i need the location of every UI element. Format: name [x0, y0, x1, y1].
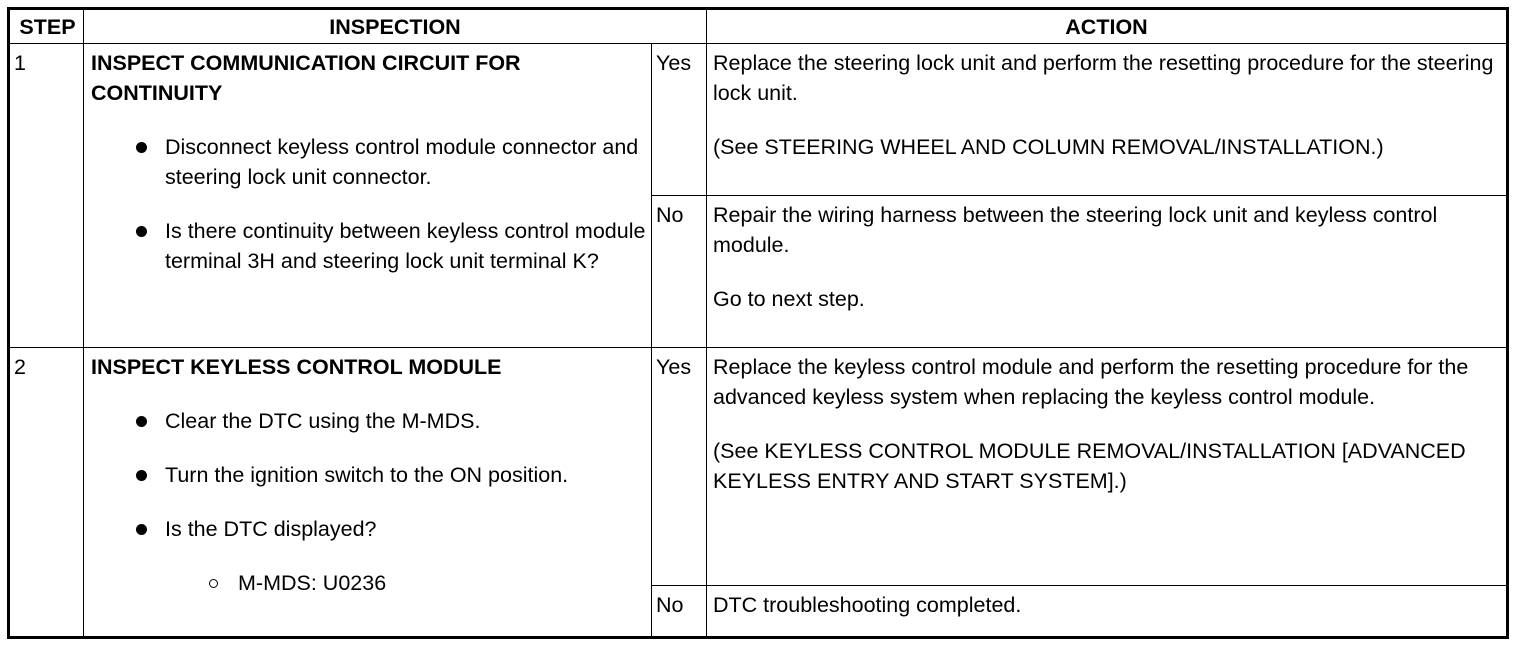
sub-bullet-item: M-MDS: U0236 [88, 568, 647, 598]
inspection-title: INSPECT KEYLESS CONTROL MODULE [91, 355, 502, 379]
action-text: Replace the steering lock unit and perform the resetting procedure for the steering lock unit. [713, 51, 1494, 105]
yes-label: Yes [652, 348, 707, 586]
inspection-bullets [88, 406, 647, 544]
action-text: DTC troubleshooting completed. [713, 593, 1022, 617]
action-reference: (See KEYLESS CONTROL MODULE REMOVAL/INSTALLATION [ADVANCED KEYLESS ENTRY AND START SYSTEM].) [713, 439, 1466, 493]
inspection-cell [84, 348, 652, 638]
action-text: Repair the wiring harness between the steering lock unit and keyless control module. [713, 203, 1438, 257]
inspection-cell [84, 44, 652, 348]
action-text: Replace the keyless control module and perform the resetting procedure for the advanced keyless system when replacing the keyless control module. [713, 355, 1469, 409]
bullet-item: Clear the DTC using the M-MDS. [88, 406, 647, 436]
yes-action [707, 348, 1508, 586]
step-header: STEP [9, 9, 84, 44]
action-reference: (See STEERING WHEEL AND COLUMN REMOVAL/INSTALLATION.) [713, 135, 1384, 159]
step-number: 2 [9, 348, 84, 638]
dtc-troubleshooting-table [7, 7, 1509, 639]
header-row [9, 9, 1508, 44]
bullet-item: Turn the ignition switch to the ON position. [88, 460, 647, 490]
bullet-item: Is the DTC displayed? [88, 514, 647, 544]
yes-label: Yes [652, 44, 707, 196]
no-label: No [652, 196, 707, 348]
inspection-title: INSPECT COMMUNICATION CIRCUIT FOR CONTINUITY [91, 51, 521, 105]
no-action [707, 196, 1508, 348]
bullet-item: Is there continuity between keyless control module terminal 3H and steering lock unit terminal K? [88, 216, 647, 276]
no-label: No [652, 586, 707, 638]
inspection-bullets [88, 132, 647, 276]
action-text: Go to next step. [713, 287, 865, 311]
step-number: 1 [9, 44, 84, 348]
inspection-header: INSPECTION [84, 9, 707, 44]
no-action [707, 586, 1508, 638]
step-1-yes-row [9, 44, 1508, 196]
yes-action [707, 44, 1508, 196]
action-header: ACTION [707, 9, 1508, 44]
step-2-yes-row [9, 348, 1508, 586]
bullet-item: Disconnect keyless control module connector and steering lock unit connector. [88, 132, 647, 192]
